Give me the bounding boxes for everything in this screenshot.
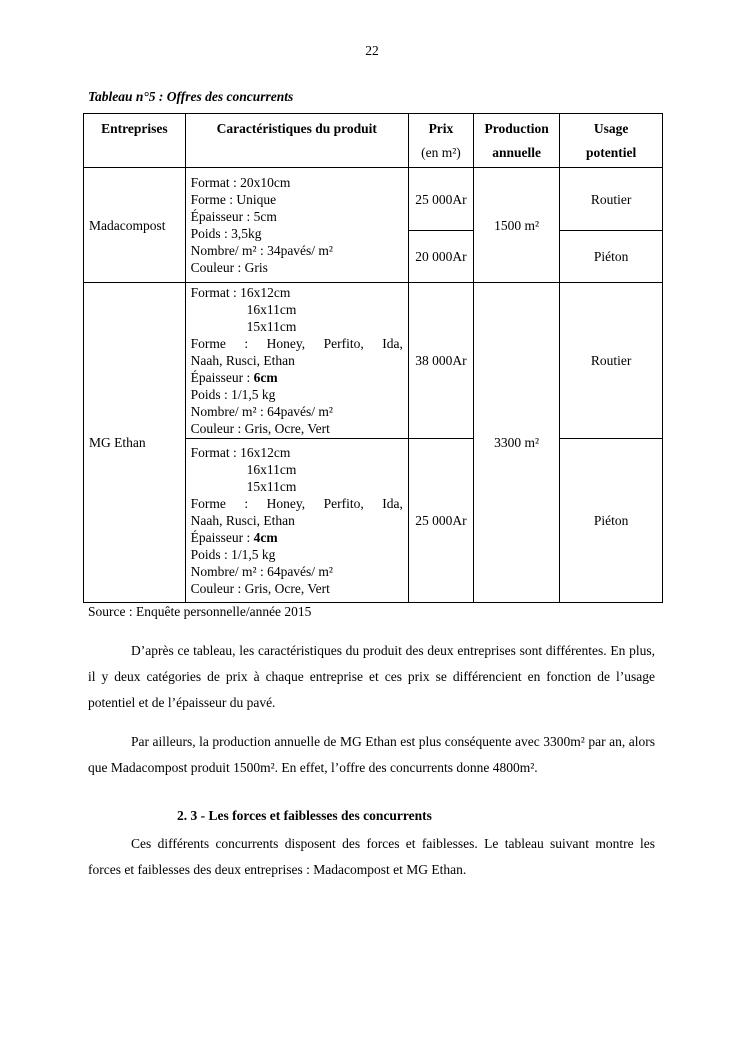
paragraph-1 (88, 638, 655, 716)
epaisseur-value: 6cm (253, 370, 278, 385)
company-madacompost: Madacompost (84, 168, 186, 283)
mg-ethan-usage-pieton: Piéton (560, 439, 663, 603)
characteristic-line: Couleur : Gris, Ocre, Vert (190, 421, 330, 436)
characteristic-line: Forme : Honey, Perfito, Ida, (190, 496, 403, 511)
characteristic-line: Forme : Honey, Perfito, Ida, (190, 336, 403, 351)
header-production (474, 114, 560, 168)
header-production-line2: annuelle (492, 145, 541, 160)
characteristic-line: 16x11cm (246, 302, 297, 317)
mg-ethan-usage-routier: Routier (560, 283, 663, 439)
table-caption: Tableau n°5 : Offres des concurrents (88, 89, 294, 104)
competitors-offers-table (83, 113, 663, 603)
header-entreprises: Entreprises (84, 114, 186, 168)
paragraph-3 (88, 831, 655, 883)
characteristic-line: Format : 20x10cm (190, 175, 291, 190)
characteristic-line: Naah, Rusci, Ethan (190, 513, 295, 528)
table-header-row (84, 114, 663, 168)
characteristic-line: 15x11cm (246, 479, 297, 494)
madacompost-price-pieton: 20 000Ar (408, 231, 473, 283)
header-prix-line1: Prix (428, 121, 454, 136)
section-heading: 2. 3 - Les forces et faiblesses des concurrents (177, 808, 432, 823)
characteristic-line: Poids : 1/1,5 kg (190, 547, 276, 562)
paragraph-2-text: Par ailleurs, la production annuelle de MG Ethan est plus conséquente avec 3300m² par an, alors que Madacompost produit 1500m². En effet, l’offre des concurrents donne 4800m². (88, 734, 655, 775)
table-row (84, 168, 663, 231)
madacompost-price-routier: 25 000Ar (408, 168, 473, 231)
characteristic-line: Couleur : Gris (190, 260, 268, 275)
characteristic-line: Format : 16x12cm (190, 445, 291, 460)
mg-ethan-price-routier: 38 000Ar (408, 283, 473, 439)
header-usage (560, 114, 663, 168)
characteristic-line: Poids : 3,5kg (190, 226, 262, 241)
characteristic-line (191, 529, 403, 546)
header-usage-line1: Usage (593, 121, 629, 136)
epaisseur-label: Épaisseur : (190, 530, 254, 545)
paragraph-2 (88, 729, 655, 781)
page-number: 22 (365, 43, 379, 58)
madacompost-usage-routier: Routier (560, 168, 663, 231)
table-row (84, 283, 663, 439)
header-prix (408, 114, 473, 168)
header-usage-line2: potentiel (585, 145, 637, 160)
characteristic-line: 16x11cm (246, 462, 297, 477)
mg-ethan-characteristics-4cm (185, 439, 408, 603)
epaisseur-label: Épaisseur : (190, 370, 254, 385)
company-mg-ethan: MG Ethan (84, 283, 186, 603)
header-production-line1: Production (484, 121, 549, 136)
table-source: Source : Enquête personnelle/année 2015 (88, 604, 312, 619)
characteristic-line: Naah, Rusci, Ethan (190, 353, 295, 368)
madacompost-usage-pieton: Piéton (560, 231, 663, 283)
madacompost-characteristics (185, 168, 408, 283)
characteristic-line: 15x11cm (246, 319, 297, 334)
header-prix-line2: (en m²) (421, 145, 461, 160)
characteristic-line: Nombre/ m² : 34pavés/ m² (190, 243, 333, 258)
characteristic-line: Format : 16x12cm (190, 285, 291, 300)
characteristic-line: Nombre/ m² : 64pavés/ m² (190, 404, 333, 419)
mg-ethan-characteristics-6cm (185, 283, 408, 439)
characteristic-line: Poids : 1/1,5 kg (190, 387, 276, 402)
characteristic-line: Forme : Unique (190, 192, 277, 207)
mg-ethan-production: 3300 m² (474, 283, 560, 603)
mg-ethan-price-pieton: 25 000Ar (408, 439, 473, 603)
paragraph-1-text: D’après ce tableau, les caractéristiques du produit des deux entreprises sont différentes. En plus, il y deux catégories de prix à chaque entreprise et ces prix se différencient en fonction de l’usage potentiel et de l’épaisseur du pavé. (88, 643, 655, 710)
characteristic-line: Épaisseur : 5cm (190, 209, 277, 224)
header-caracteristiques: Caractéristiques du produit (185, 114, 408, 168)
characteristic-line: Nombre/ m² : 64pavés/ m² (190, 564, 333, 579)
characteristic-line (191, 369, 403, 386)
characteristic-line: Couleur : Gris, Ocre, Vert (190, 581, 330, 596)
paragraph-3-text: Ces différents concurrents disposent des forces et faiblesses. Le tableau suivant montre les forces et faiblesses des deux entreprises : Madacompost et MG Ethan. (88, 836, 655, 877)
epaisseur-value: 4cm (253, 530, 278, 545)
madacompost-production: 1500 m² (474, 168, 560, 283)
